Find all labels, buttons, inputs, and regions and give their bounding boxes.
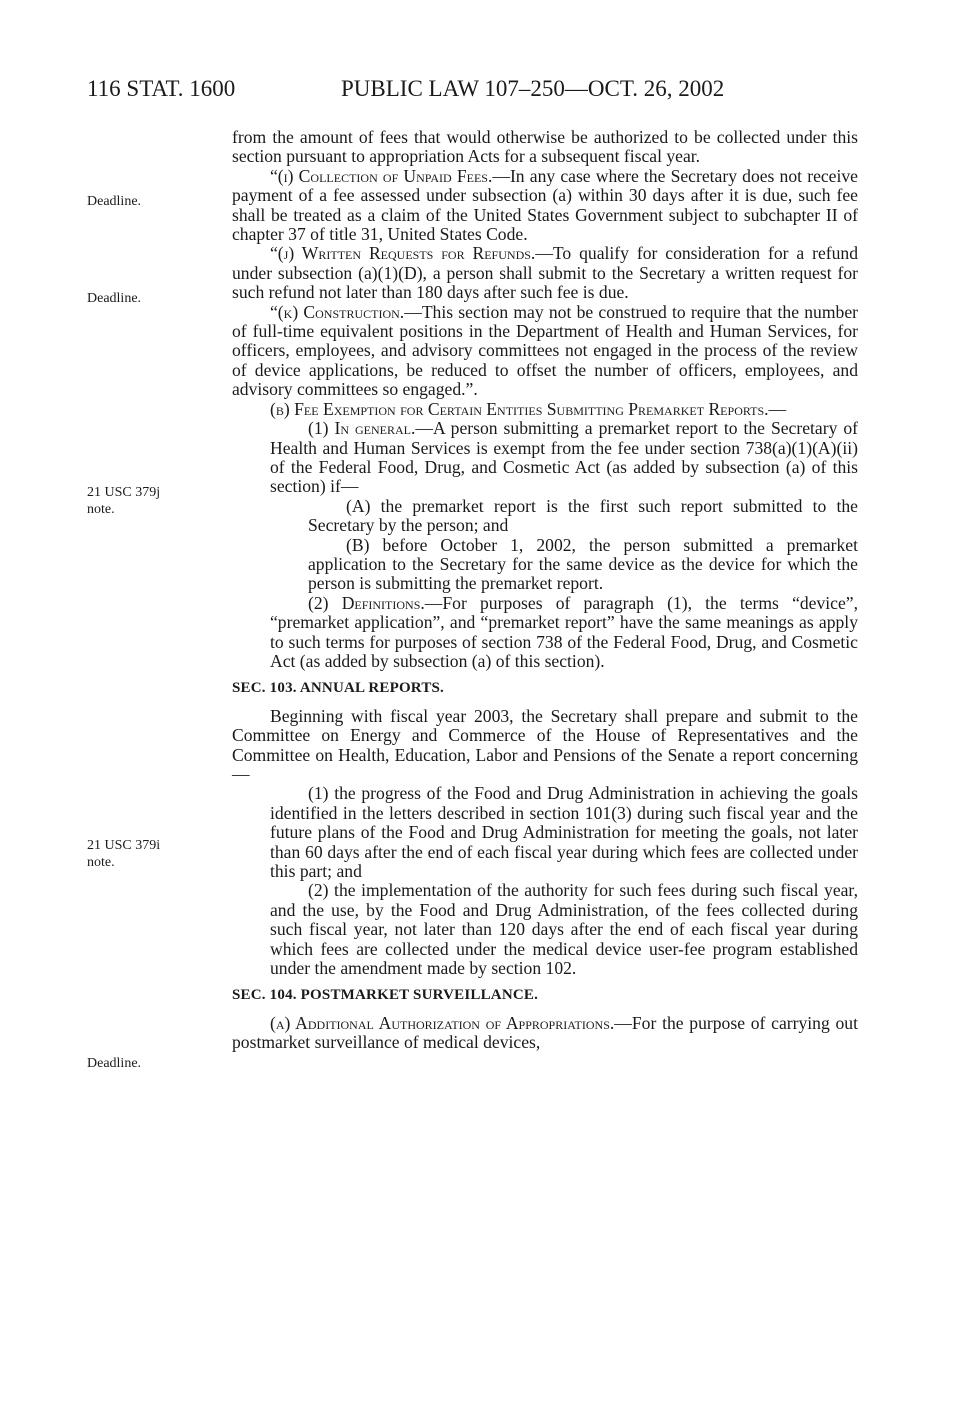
subsection-text: —In any case where the Secretary does not receive payment of a fee assessed under subsection (a) within 30 days after it is due, such fee shall be treated as a claim of the United States Government subject to subchapter II of chapter 37 of title 31, United States Code. [232, 165, 858, 245]
subsection-j [232, 244, 858, 302]
margin-note-deadline: Deadline. [87, 291, 142, 306]
paragraph-text: —For purposes of paragraph (1), the terms “device”, “premarket application”, and “premarket report” have the same meanings as apply to such terms for purposes of section 738 of the Federal Food, Drug, and Cosmetic Act (as added by subsection (a) of this section). [270, 592, 859, 671]
margin-note-usc-note: note. [87, 502, 115, 517]
margin-note-usc [87, 484, 160, 518]
margin-note-deadline: Deadline. [87, 1056, 142, 1071]
body-text [232, 128, 858, 1053]
subsection-heading: (b) Fee Exemption for Certain Entities Submitting Premarket Reports. [270, 398, 769, 419]
section-heading: SEC. 104. POSTMARKET SURVEILLANCE. [232, 987, 539, 1004]
paragraph: from the amount of fees that would otherwise be authorized to be collected under this section pursuant to appropriation Acts for a subsequent fiscal year. [232, 127, 858, 167]
paragraph-heading: (2) Definitions. [308, 592, 425, 613]
margin-note-usc-cite: 21 USC 379i [87, 838, 161, 853]
subsection-heading: (a) Additional Authorization of Appropriations. [270, 1012, 615, 1033]
subsection-text: —To qualify for consideration for a refund under subsection (a)(1)(D), a person shall submit to the Secretary a written request for such refund not later than 180 days after such fee is due. [232, 243, 859, 303]
paragraph-text: —A person submitting a premarket report to the Secretary of Health and Human Services is exempt from the fee under section 738(a)(1)(A)(ii) of the Federal Food, Drug, and Cosmetic Act (as added by subsection (a) of this section) if— [270, 418, 858, 497]
paragraph: Beginning with fiscal year 2003, the Secretary shall prepare and submit to the Committee on Energy and Commerce of the House of Representatives and the Committee on Health, Education, Labor and Pensions of the Senate a report concerning— [232, 705, 858, 784]
subsection-k [232, 303, 858, 400]
paragraph-2 [232, 594, 858, 672]
subsection-text: — [768, 398, 787, 419]
paragraph-heading: (1) In general. [308, 418, 416, 439]
section-heading: SEC. 103. ANNUAL REPORTS. [232, 680, 445, 697]
margin-note-deadline: Deadline. [87, 194, 142, 209]
subsection-b [232, 400, 858, 419]
subparagraph-a: (A) the premarket report is the first such report submitted to the Secretary by the person; and [308, 495, 858, 536]
stat-page-number: 116 STAT. 1600 [87, 76, 236, 101]
subsection-text: —This section may not be construed to require that the number of full-time equivalent positions in the Department of Health and Human Services, for officers, employees, and advisory committees not engaged in the process of the review of device applications, be reduced to offset the number of officers, employees, and advisory committees so engaged.”. [232, 301, 858, 400]
subsection-heading: “(k) Construction. [270, 301, 405, 322]
subparagraph-b: (B) before October 1, 2002, the person submitted a premarket application to the Secretary for the same device as the device for which the person is submitting the premarket report. [308, 534, 858, 594]
subsection-i [232, 167, 858, 245]
subsection-heading: “(j) Written Requests for Refunds. [270, 243, 536, 264]
paragraph-1 [232, 419, 858, 497]
margin-note-usc-note: note. [87, 855, 115, 870]
paragraph-1: (1) the progress of the Food and Drug Administration in achieving the goals identified in the letters described in section 101(3) during such fiscal year and the future plans of the Food and Drug Administration for meeting the goals, not later than 60 days after the end of each fiscal year during which fees are collected under this part; and [270, 783, 858, 882]
subsection-text: —For the purpose of carrying out postmarket surveillance of medical devices, [232, 1012, 858, 1053]
public-law-title: PUBLIC LAW 107–250—OCT. 26, 2002 [341, 76, 725, 101]
margin-note-usc [87, 837, 160, 871]
subsection-a [232, 1014, 858, 1053]
subsection-heading: “(i) Collection of Unpaid Fees. [270, 165, 493, 186]
paragraph-2: (2) the implementation of the authority for such fees during such fiscal year, and the use, by the Food and Drug Administration, of the fees collected during such fiscal year, not later than 120 days after the end of each fiscal year during which fees are collected under the medical device user-fee program established under the amendment made by section 102. [270, 880, 858, 979]
margin-note-usc-cite: 21 USC 379j [87, 485, 161, 500]
